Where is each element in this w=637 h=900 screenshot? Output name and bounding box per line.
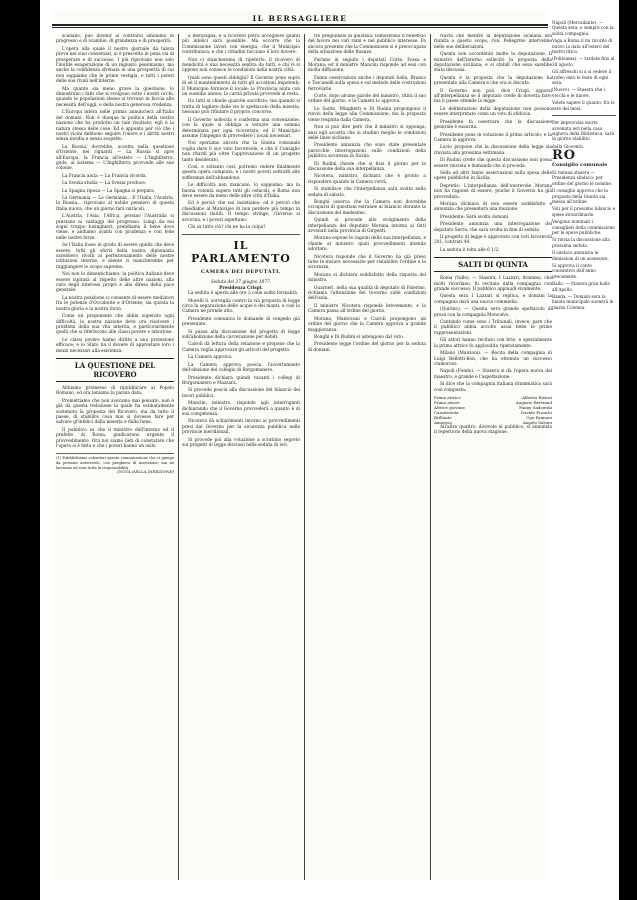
list-item-role: Caratterista <box>434 409 459 415</box>
paragraph: La Spagna riposa — La Spagna si prepara. <box>62 188 156 194</box>
list-item-role: Prima attrice <box>434 394 461 400</box>
cast-list <box>434 395 552 425</box>
adjacent-text <box>552 170 616 310</box>
column-4-text <box>434 34 552 253</box>
column-2-text <box>182 34 300 230</box>
paragraph: Roma (Valle). — Stasera, I Lazzari, dramma, che molti ricordano, fu recitato dalla compagnia con grande successo. Il pubblico applaudì vivamente. <box>434 276 552 293</box>
footnote-text: (1) Pubblichiamo volentieri questa comunicazione che ci giunge da persona autorevole, con preghiera di inserzione, ma ne lasciamo ad essa tutta la responsabilità. <box>56 456 174 470</box>
paragraph: Presidente dichiara quindi vacanti i collegi di Borgomanero e Mazzara. <box>182 375 300 386</box>
paragraph: Presidente comunica le domande di congedo già presentate. <box>182 316 300 328</box>
paragraph: Non si può dire però che il ministro si opponga; anzi egli accetta che si studino meglio le condizioni delle linee siciliane. <box>308 125 426 141</box>
paragraph: Nicotera risponde che il Governo ha già preso tutte le misure necessarie per ristabilire l'ordine e la sicurezza. <box>308 254 426 271</box>
header-rule-bottom <box>52 27 548 28</box>
list-item-name: Fanny Sadowski <box>519 404 552 410</box>
paragraph: Napoli (Fondo). — Stasera si dà l'opera nuova del maestro, e grande è l'aspettazione. <box>434 369 552 380</box>
list-item-role: Attrice giovane <box>434 404 465 410</box>
paragraph: La seduta è tolta alle 6 1/2. <box>440 247 500 253</box>
paragraph: Si passa alla discussione del progetto di legge sull'abolizione della carcerazione per debiti. <box>182 329 300 341</box>
salti-title: SALTI DI QUINTA <box>434 257 552 272</box>
paragraph: L'Austria, l'Asia, l'Africa, persino l'Australia si prestano ai vantaggi del progresso. Lungi da noi sogni troppo lusinghieri: prendiamo il bene dove viene, e andiamo avanti con prudenza e con fede nelle nostre forze. <box>56 214 174 241</box>
paragraph: La Russia, dovrebbe, accetta nella questione d'Oriente, nei riguardi — La Russia si apre all'Europa, la Francia all'estero — L'Inghilterra, gode, al sistema — L'Inghilterra provvede alle sue colonie. <box>56 144 174 172</box>
paragraph: Si rinvia la discussione alla prossima seduta. <box>552 237 610 248</box>
list-item-name: Augusto Bertrand <box>515 399 552 405</box>
column-rule <box>304 34 305 880</box>
paragraph: Abbiamo promesso di ripubblicare al Popolo Romano, ed ora teniamo la parola data. <box>56 385 174 397</box>
paragraph: Per improvvisa morte avvenuta ieri nella casa signora della Biblioteca, sarà in giorno stabilito. <box>552 120 614 142</box>
column-3-text <box>308 34 426 353</box>
paragraph: Vengono nominati i consiglieri della commissione per le opere pubbliche. <box>552 219 615 235</box>
paragraph: L'Europa intera nelle primis annuncierà all'Italia del domani. Non è dunque la politica della nostra nazione che ha prodotto un tale risultato; egli è la natura stessa delle cose. Ed è appunto per ciò che i nostri vicini debbono seguire l'onore e i diritti nostri senza invidia e senza sospetto. <box>56 110 174 143</box>
divider <box>182 234 300 235</box>
paragraph: Presidente annunzia che sono state presentate parecchie interrogazioni sulle condizioni della pubblica sicurezza in Sicilia. <box>308 143 426 160</box>
paragraph: Questa non accontentò molte la deputazione. Il ministro dell'interno sollecitò la proposta della deputazione siciliana; e si stabilì che essa sarebbe stata discussa. <box>434 52 552 74</box>
list-item-name: Ugo Pannoni <box>526 414 552 420</box>
paragraph: Si raduna stasera — Presidenza sindaco; per ordine del giorno le nomine. <box>552 169 613 186</box>
session-president: Presidenza Crispi. <box>219 285 263 291</box>
paragraph: Si procede poi alla votazione a scrutinio segreto sui progetti di legge discussi nella seduta di ieri. <box>182 437 300 448</box>
paragraph: Noi non lo dimentichiamo: la politica italiana deve essere ispirata al rispetto delle altre nazioni, alla cura degli interessi propri e alla difesa della pace generale. <box>56 272 174 294</box>
paragraph: Il progetto di legge è approvato con voti favorevoli 201, contrari 40. <box>434 235 552 246</box>
paragraph: Di Rudinì chiede che si fissi il giorno per la discussione della sua interpellanza. <box>308 161 426 172</box>
paragraph: Questa sera I Lazzari si replica, e domani la compagnia darà una nuova commedia. <box>434 294 552 305</box>
column-rule <box>430 34 431 880</box>
paragraph: La Svezia studia — La Svezia produce. <box>62 181 147 187</box>
paragraph: Se l'Italia fosse in grado di essere quella che deve essere, tutti gli sforzi della nostra diplomazia sarebbero rivolti al perfezionamento delle nostre istituzioni interne, e niente ci mancherebbe per raggiungere lo scopo supremo. <box>56 243 174 270</box>
paragraph: Noi speriamo ancora che la Giunta comunale voglia dare il suo voto favorevole, e che il Consiglio non ritardi più oltre l'approvazione di un progetto tanto desiderato. <box>182 141 300 163</box>
scan-border-left <box>0 0 40 900</box>
adjacent-big-title: RO <box>552 148 577 164</box>
adjacent-heading: Consiglio comunale <box>552 161 608 168</box>
paragraph: Il pubblico sa che il ministro dell'interno ed il prefetto di Roma, giudicarono urgente il provvedimento. Ora noi siamo lieti di constatare che l'opera si è fatta e che i poveri hanno un asilo. <box>56 427 174 449</box>
paragraph: Vaga a Roma il mi ricordo di nuovo la data all'estero del teatro lirico. <box>552 38 613 55</box>
paragraph: Da tutti si chiede qualche sacrificio; ma quando si tratta di togliere dalle vie lo spettacolo della miseria, nessuno può rifiutare il proprio concorso. <box>182 99 300 116</box>
paragraph: Il consiglio approva che la proposta della Giunta sia messa all'ordine. <box>552 188 608 204</box>
paragraph: Ed è perciò che noi insistiamo; ed è perciò che chiediamo al Municipio di non perdere più tempo in discussioni inutili. Il tempo stringe, l'inverno si avvicina, e i poveri aspettano. <box>182 201 300 223</box>
list-item-name: Alberta Ristori <box>522 394 552 400</box>
paragraph: L'opera alla quale il nostro giornale dà talora prova nei suoi conversari, si è prescelta in pena via di prosperare e di successo. I più riprovano non solo l'inutile esagerazione di un ingiusto pessimismo, ma anche la confidenza sfrenata in una prosperità di cui non sappiamo che le prime vestigia, e tutti i poteri delle sue rivali nell'interno. <box>56 46 174 85</box>
paragraph: Guarneri, nella sua qualità di deputato di Palermo, richiama l'attenzione del Governo sulle condizioni dell'isola. <box>308 285 426 302</box>
paragraph: Napoli (Mercadante). — Questa sera, e sempre con la solita compagnia. <box>552 20 614 36</box>
newspaper-page <box>52 10 552 880</box>
salti-text <box>434 276 552 380</box>
paragraph: scadano, può divenir al contrario sinonimo di progresso e di scambio, di grandezza e di prosperità. <box>56 34 174 45</box>
column-rule <box>178 34 179 880</box>
paragraph: Di Rudinì crede che questa discussione non possa essere rinviata e domanda che si proceda. <box>434 158 552 169</box>
list-item-name: Angelo Salvini <box>522 419 552 425</box>
paragraph: (Politeama). — tardate fino al 30 agosto. <box>552 56 615 67</box>
paragraph: Lucio propone che la discussione della legge sia rinviata alla prossima settimana. <box>434 145 552 156</box>
paragraph: La Camera approva poscia l'accertamento dell'elezione del collegio di Borgomanero. <box>182 362 300 374</box>
footnote-signature: (NOTA DELLA DIREZIONE) <box>117 469 174 475</box>
list-item-name: Davide Franchi <box>520 409 552 415</box>
paragraph: Bonghi e Di Rudinì si astengono dal voto. <box>314 334 404 340</box>
camera-subtitle: CAMERA DEI DEPUTATI. <box>200 269 282 276</box>
ricovero-text <box>56 386 174 449</box>
paragraph: Morana si dichiara soddisfatto della risposta del ministro. <box>308 272 426 284</box>
paragraph: Quali sono questi obblighi? Il Governo pone sopra di sé il mantenimento di tutti gli accattoni impotenti; il Municipio fornisce il locale; la Provincia aiuta con un sussidio annuo; la carità privata provvede al resto. <box>182 75 300 98</box>
paragraph: Sella ed altri fanno osservazioni sulla spesa delle opere pubbliche in Sicilia. <box>434 170 552 182</box>
paragraph: Le difficoltà non mancano, lo sappiamo; ma la buona volontà supera tutti gli ostacoli, e Roma non deve essere da meno delle altre città d'Italia. <box>182 183 300 199</box>
parlamento-text <box>182 291 300 448</box>
column-1 <box>56 34 174 880</box>
ricovero-title: LA QUESTIONE DEL RICOVERO <box>56 358 174 382</box>
paragraph: La nostra posizione ci consente di essere mediatori fra le potenze d'Occidente e d'Oriente; sia questa la nostra gloria e la nostra forza. <box>56 295 174 312</box>
paragraph: Presidente pone in votazione il primo articolo; e la Camera lo approva. <box>434 132 552 143</box>
paragraph: Bonghi osserva che la Camera non dovrebbe occuparsi di questioni estranee al bilancio durante la discussione del medesimo. <box>308 199 426 216</box>
scan-border-right <box>619 0 637 900</box>
paragraph: Si stabilisce che l'interpellanza sarà svolta nella seduta di sabato. <box>308 187 426 198</box>
running-title: IL BERSAGLIERE <box>252 14 348 23</box>
header-rule-top <box>52 24 548 26</box>
paragraph: Morelli S. sorveglia contro la via proposta di legge circa la separazione delle acque e dei manti; e così la Camera ne prende atto. <box>182 298 300 315</box>
paragraph: Voti per il prossimo bilancio e spese straordinarie. <box>552 206 616 217</box>
paragraph: Non ci stancheremo di ripeterlo: il ricovero di mendicità è una necessità sentita da tutti, e chi vi si oppone non conosce le condizioni della nostra città. <box>182 57 300 74</box>
column-1-text <box>56 34 174 354</box>
footnote <box>56 453 174 474</box>
paragraph: Le deliberazioni della deputazione non possono essere interpretate come un voto di sfiducia. <box>434 106 552 118</box>
parlamento-title: IL PARLAMENTO <box>191 239 291 266</box>
paragraph: tro pregiudizio di giustizia. Dimostrano il beneficio del lavoro nei vari rami e nel pubblico interesse. Fa ancora presente che la Commissione si è preoccupata della situazione delle finanze. <box>308 34 426 56</box>
paragraph: Cantando come sono i Tribunali, invece, pare che il pubblico abbia accolto assai bene le prime rappresentazioni. <box>434 320 552 336</box>
paragraph: Gli attori hanno recitato con brio, e specialmente la prima attrice fu applaudita ripetutamente. <box>434 338 552 349</box>
paragraph: (Quirino). — Questa sera grande spettacolo di prosa con la compagnia Moncalvo. <box>434 307 552 318</box>
paragraph: Ma quanto sia meno grave la questione, lo dimostrano i fatti che si svolgono sotto i nostri occhi, quando le popolazioni stesse si trovano in faccia alle necessità dell'oggi, e della nostra generosa credenza. <box>56 86 174 108</box>
divider <box>552 115 616 116</box>
paragraph: La Francia aiuta — La Francia ricorda. <box>62 173 147 179</box>
session-date: Seduta del 27 giugno 1877. <box>210 280 272 286</box>
paragraph: La Camera approva. <box>188 355 233 361</box>
paragraph: Depretis: L'interpellanza dell'onorevole Morana non ha ragione di essere, poiché il Governo ha già provveduto. <box>434 183 552 200</box>
paragraph: Il sindaco annunzia le dimissioni di un assessore. <box>552 250 609 261</box>
list-intro: Si dice che la compagnia italiana drammatica sarà così composta: <box>434 382 552 393</box>
paragraph: Morana dichiara di non essere soddisfatto e annunzia che presenterà una mozione. <box>434 201 552 213</box>
list-item-role: Amoroso <box>434 419 452 425</box>
paragraph: dalla Gioventù. <box>552 143 585 149</box>
paragraph: Così, e soltanto così, potremo vedere finalmente questa opera compiuta, e i nostri poveri sottratti alle sofferenze dell'abbandono. <box>182 164 300 181</box>
paragraph: Il ministro Nicotera risponde brevemente, e la Camera passa all'ordine del giorno. <box>308 303 426 315</box>
column-3 <box>308 34 426 880</box>
paragraph: Premettiamo che non avevamo mai pensato, non è già da questa redazione la quale ha ostinatamente sostenuto la proposta del Ricovero, ma da tutto il paese, di stabilire cosa mai si dovesse fare per salvare gl'infelici dalla miseria e dalla fame. <box>56 398 174 426</box>
adjacent-top-text <box>552 20 616 111</box>
paragraph: Si approva il conto consuntivo dell'anno precedente. <box>552 263 596 279</box>
column-2 <box>182 34 300 880</box>
paragraph: Narra che mentre la deputazione siciliana era riunita a questo scopo, l'on. Pellegrino intervenne nelle sue deliberazioni. <box>434 34 552 50</box>
paragraph: Parlano in seguito i deputati Corte, Fossa e Morana; ed il ministro Mancini risponde ad essi con molta diffusione. <box>308 57 426 74</box>
paragraph: Mancini, ministro, risponde agli interroganti dichiarando che il Governo provvederà a quanto è di sua competenza. <box>182 401 300 417</box>
list-item-role: Brillante <box>434 414 452 420</box>
paragraph: a meraviglia, e il ricovero potrà accogliere quanti più infelici sarà possibile. Ma occorre che la Commissione lavori con energia, che il Municipio contribuisca, e che i cittadini facciano il loro dovere. <box>182 34 300 56</box>
paragraph: La seduta è aperta alle ore 2 colle solite formalità. <box>188 291 299 297</box>
paragraph: Volete sapere il quanto, fra le sere dei mesi. <box>552 100 615 111</box>
paragraph: Ballo. — Stasera gran ballo all'Apollo. <box>552 281 610 292</box>
paragraph: Quindi si procede allo svolgimento della interpellanza del deputato Morana intorno ai fatti avvenuti nella provincia di Girgenti. <box>308 218 426 234</box>
paragraph: (Nuovo). — Stasera che i vecchi e le nuove. <box>552 87 605 98</box>
paragraph: Il Governo non può, dice Crispi, opporsi all'interpellanza se il deputato crede di doverla fare; ma il paese attende la legge. <box>434 88 552 105</box>
paragraph: Le classi povere hanno diritto a una protezione efficace; e lo Stato ha il dovere di apprestare loro i mezzi necessari alla esistenza. <box>56 337 174 354</box>
paragraph: Milano (Manzoni). — Recita della compagnia di Luigi Bellotti-Bon, che ha ottenuto un successo clamoroso. <box>434 351 552 367</box>
paragraph: Presidente legge l'ordine del giorno per la seduta di domani. <box>308 342 426 353</box>
paragraph: La Germania — La Germania... E l'Italia, l'Austria, la Russia... riprovano al nobile pensiero di questa Italia nuova, che un giorno farà miracoli. <box>56 195 174 212</box>
paragraph: Questa è la proposta che la deputazione ha presentato alla Camera e che ora si discute. <box>434 75 552 87</box>
paragraph: Morana, Mantovani e Cairoli propongono un ordine del giorno che la Camera approva a grande maggioranza. <box>308 316 426 333</box>
paragraph: Fanno osservazioni anche i deputati Sella, Branca e Toscanelli sulla spesa e sul metodo delle costruzioni ferroviarie. <box>308 75 426 92</box>
paragraph: Banda. — Domani sera la banda municipale suonerà in piazza Colonna. <box>552 294 614 310</box>
column-4 <box>434 34 552 880</box>
paragraph: Lo Sardo, Minghetti e Di Rudinì propongono il rinvio della legge alla Commissione; ma la proposta viene respinta dalla Camera. <box>308 106 426 123</box>
paragraph: Presidente: Sarà svolta domani. <box>440 214 510 220</box>
paragraph: Nicotera dà schiarimenti intorno ai provvedimenti presi dal Governo per la sicurezza pubblica nelle provincie meridionali. <box>182 419 300 436</box>
adjacent-mid-text <box>552 120 616 149</box>
closing-text: All'altre quattro, dicevole al pubblico, si annunzia il repertorio della nuova stagione. <box>434 424 552 436</box>
paragraph: Cairoli dà lettura della relazione e propone che la Camera voglia approvare gli articoli del progetto. <box>182 342 300 353</box>
paragraph: Si procede poscia alla discussione del bilancio dei lavori pubblici. <box>182 388 300 399</box>
paragraph: Corte, dopo alcune parole del ministro, ritira il suo ordine del giorno, e la Camera lo approva. <box>308 94 426 105</box>
adjacent-page-strip <box>552 20 616 880</box>
paragraph: Morana espone le ragioni della sua interpellanza, e chiede al ministro quali provvedimenti intenda adottare. <box>308 236 426 253</box>
paragraph: Come un proponente che abbia superato ogni difficoltà, la nostra nazione deve ora risolvere i problemi della sua vita interna, e particolarmente quelli che si riferiscono alle classi povere e laboriose. <box>56 314 174 336</box>
paragraph: Chi sa tutto ciò? chi ne ha la colpa? <box>188 225 266 230</box>
list-item-role: Primo attore <box>434 399 460 405</box>
paragraph: Il Governo sollecita e conferma una convenzione, con la quale si obbliga a versare una somma determinata per ogni ricoverato, ed il Municipio assume l'impegno di provvedere i locali necessari. <box>182 117 300 139</box>
paragraph: Presidente fa osservare che la discussione generale è esaurita. <box>434 119 552 131</box>
paragraph: Nicotera, ministro, dichiara che è pronto a rispondere quando la Camera vorrà. <box>308 174 426 185</box>
paragraph: Gli affreschi si a sì vedere il trofeo dato le feste di ogni sera. <box>552 69 612 86</box>
paragraph: Presidente annunzia una interrogazione del deputato Serra, che sarà svolta in fine di seduta. <box>434 222 552 233</box>
